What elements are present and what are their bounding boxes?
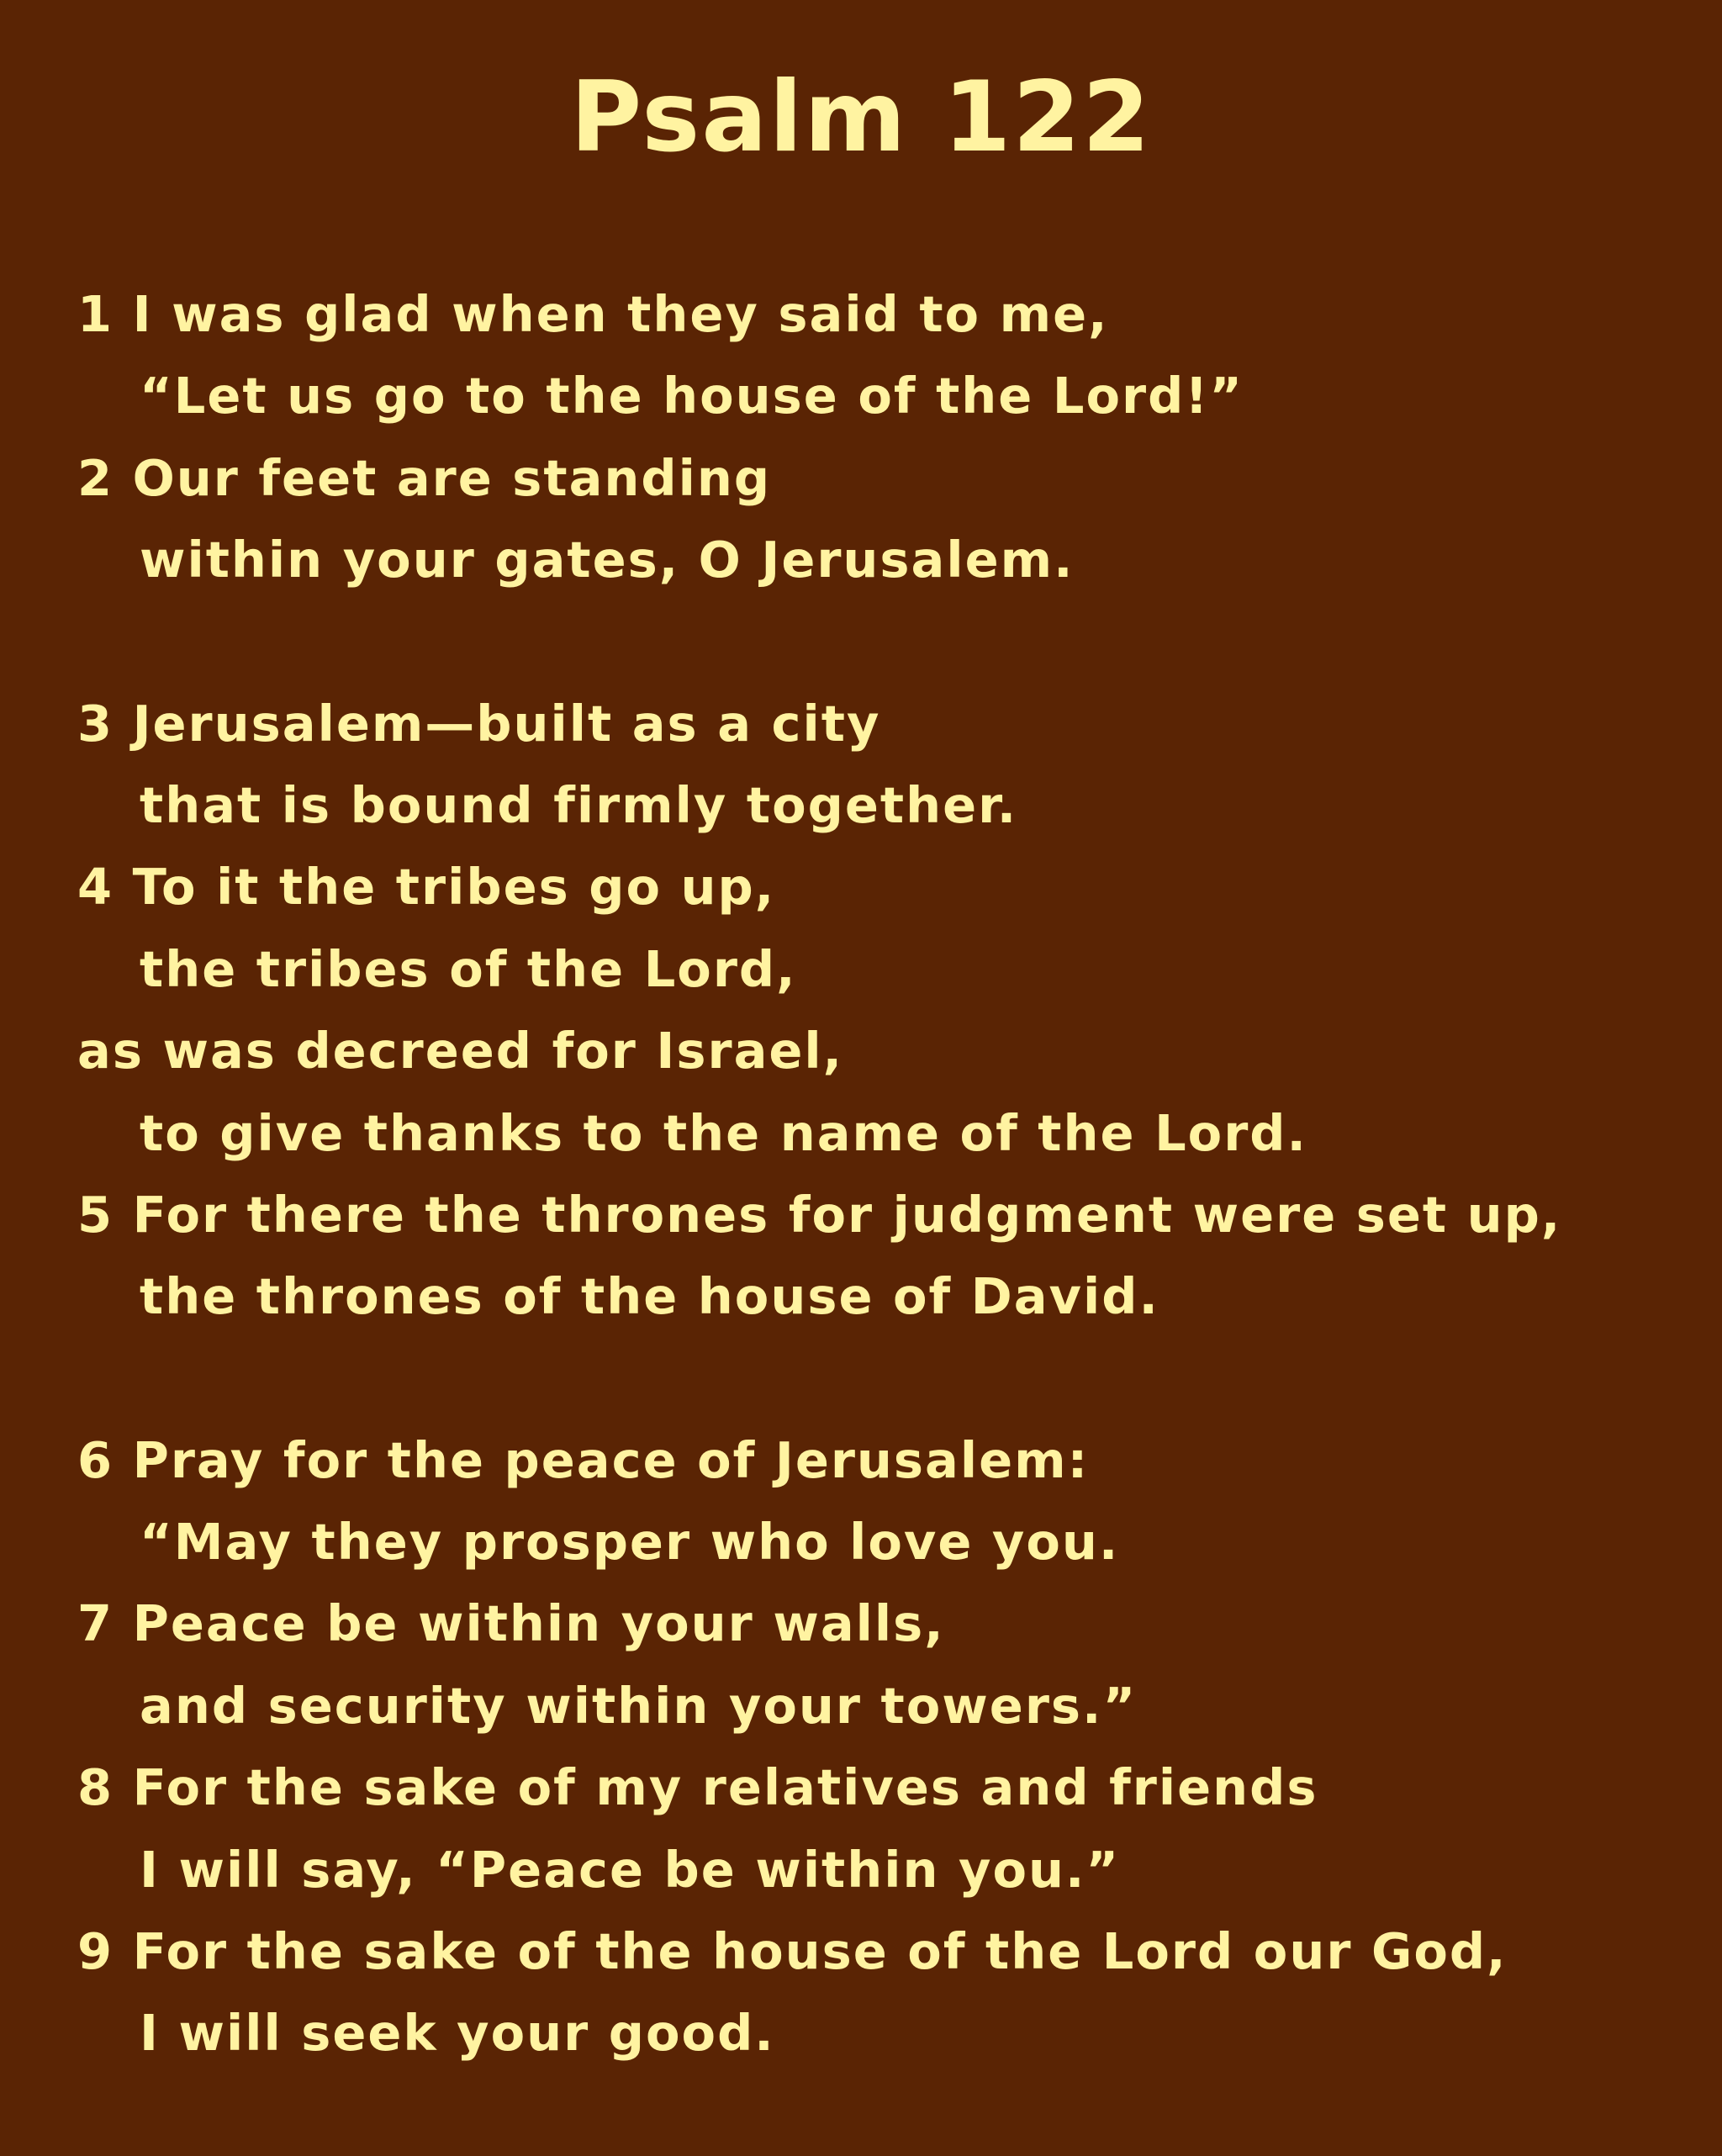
verse-line: within your gates, O Jerusalem. [140,531,1075,589]
verse-line: 9 For the sake of the house of the Lord our God, [77,1922,1508,1981]
verse-line: and security within your towers.” [140,1676,1138,1735]
verse-line: I will seek your good. [140,2004,775,2063]
verse-line: that is bound firmly together. [140,775,1018,834]
psalm-text [77,273,1675,2156]
verse-line: I will say, “Peace be within you.” [140,1840,1121,1899]
verse-line: 6 Pray for the peace of Jerusalem: [77,1430,1090,1489]
stanza-2 [77,683,1675,1338]
verse-line: 3 Jerusalem—built as a city [77,694,881,753]
verse-line: the tribes of the Lord, [140,939,797,998]
verse-line: 4 To it the tribes go up, [77,858,776,917]
verse-line: as was decreed for Israel, [77,1022,844,1081]
stanza-3 [77,1419,1675,2074]
verse-line: “Let us go to the house of the Lord!” [140,367,1244,425]
verse-line: 1 I was glad when they said to me, [77,285,1109,343]
verse-line: to give thanks to the name of the Lord. [140,1103,1307,1162]
verse-line: 2 Our feet are standing [77,448,772,507]
verse-line: “May they prosper who love you. [140,1513,1120,1572]
verse-line: 8 For the sake of my relatives and friends [77,1758,1318,1817]
verse-line: 7 Peace be within your walls, [77,1594,945,1653]
stanza-1 [77,273,1675,601]
verse-line: the thrones of the house of David. [140,1267,1159,1326]
verse-line: 5 For there the thrones for judgment were set up, [77,1185,1562,1244]
page-title: Psalm 122 [570,61,1152,174]
